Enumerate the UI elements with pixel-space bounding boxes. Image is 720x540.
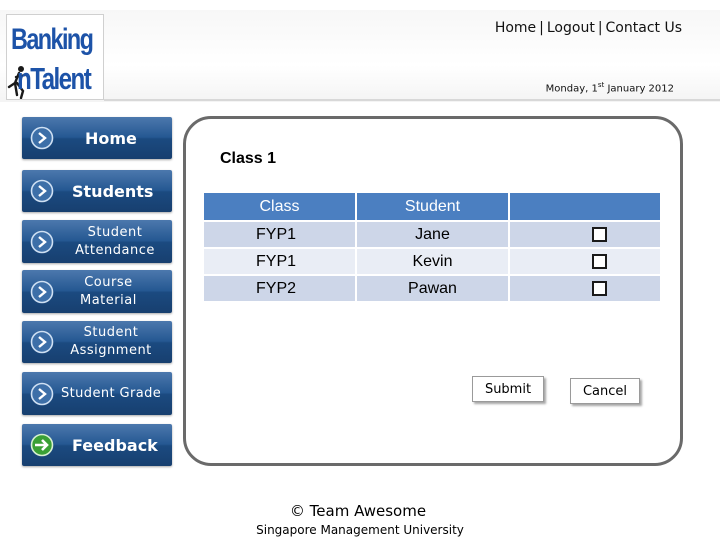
brand-logo[interactable] bbox=[6, 14, 104, 100]
row-checkbox[interactable] bbox=[592, 281, 607, 296]
sidebar-item-label: Student Assignment bbox=[70, 325, 152, 358]
sidebar-item-student-assignment[interactable] bbox=[22, 321, 172, 363]
arrow-circle-icon bbox=[30, 382, 54, 406]
sidebar-item-student-attendance[interactable] bbox=[22, 220, 172, 263]
sidebar-item-label: Student Attendance bbox=[75, 224, 155, 258]
column-header-select bbox=[510, 193, 660, 220]
brand-line1: Banking bbox=[11, 23, 93, 56]
sidebar-item-student-grade[interactable] bbox=[22, 372, 172, 415]
copyright-text: © Team Awesome bbox=[289, 502, 427, 520]
cell-student: Jane bbox=[357, 222, 508, 247]
nav-separator: | bbox=[539, 20, 544, 36]
page-title: Class 1 bbox=[220, 150, 277, 167]
table-row bbox=[204, 249, 660, 274]
date-prefix: Monday, 1 bbox=[545, 83, 598, 95]
cell-select bbox=[510, 249, 660, 274]
home-link[interactable]: Home bbox=[494, 20, 537, 36]
table-header-row bbox=[204, 193, 660, 220]
column-header-class: Class bbox=[204, 193, 355, 220]
row-checkbox[interactable] bbox=[592, 227, 607, 242]
table-row bbox=[204, 222, 660, 247]
arrow-circle-icon bbox=[30, 280, 54, 304]
logout-link[interactable]: Logout bbox=[546, 20, 595, 36]
row-checkbox[interactable] bbox=[592, 254, 607, 269]
arrow-circle-icon bbox=[30, 126, 54, 150]
sidebar-item-label: Home bbox=[85, 128, 137, 148]
current-date bbox=[546, 81, 674, 94]
table-row bbox=[204, 276, 660, 301]
footer-university: Singapore Management University bbox=[256, 523, 464, 537]
arrow-circle-icon bbox=[30, 230, 54, 254]
cell-class: FYP1 bbox=[204, 222, 355, 247]
contact-us-link[interactable]: Contact Us bbox=[605, 20, 682, 36]
arrow-circle-icon bbox=[30, 330, 54, 354]
sidebar-item-label: Feedback bbox=[72, 435, 158, 455]
cell-student: Pawan bbox=[357, 276, 508, 301]
green-arrow-icon bbox=[30, 433, 54, 457]
date-suffix-ordinal: st bbox=[597, 81, 605, 89]
student-table bbox=[202, 191, 662, 303]
cell-student: Kevin bbox=[357, 249, 508, 274]
cell-class: FYP1 bbox=[204, 249, 355, 274]
footer-copyright bbox=[0, 502, 720, 520]
submit-button[interactable]: Submit bbox=[472, 376, 544, 402]
header-divider bbox=[104, 99, 720, 101]
cell-select bbox=[510, 276, 660, 301]
brand-line2: nTalent bbox=[17, 61, 91, 96]
sidebar-item-label: Course Material bbox=[80, 274, 137, 308]
sidebar-item-label: Student Grade bbox=[61, 386, 162, 401]
sidebar-item-label: Students bbox=[72, 181, 154, 201]
sidebar-item-home[interactable] bbox=[22, 117, 172, 159]
date-suffix: January 2012 bbox=[604, 83, 674, 95]
sidebar-item-students[interactable] bbox=[22, 170, 172, 212]
arrow-circle-icon bbox=[30, 179, 54, 203]
column-header-student: Student bbox=[357, 193, 508, 220]
nav-separator: | bbox=[597, 20, 603, 36]
cancel-button[interactable]: Cancel bbox=[570, 378, 640, 404]
cell-class: FYP2 bbox=[204, 276, 355, 301]
sidebar-item-feedback[interactable] bbox=[22, 424, 172, 466]
cell-select bbox=[510, 222, 660, 247]
sidebar-item-course-material[interactable] bbox=[22, 270, 172, 313]
top-navigation bbox=[495, 20, 682, 36]
